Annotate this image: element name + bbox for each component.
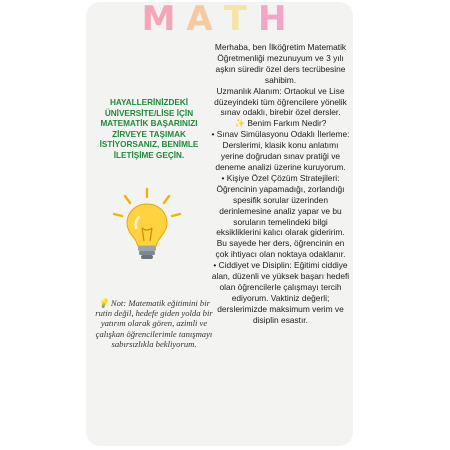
title-letter: A bbox=[186, 2, 224, 39]
call-to-action-headline: HAYALLERİNİZDEKİ ÜNİVERSİTE/LİSE İÇİN MATEMATİK BAŞARINIZI ZİRVEYE TAŞIMAK İSTİYORSANIZ, BENİMLE İLETİŞİME GEÇİN. bbox=[99, 98, 199, 160]
title-letter: M bbox=[141, 2, 187, 39]
bullet-simulation: • Sınav Simülasyonu Odaklı İlerleme: Derslerimi, klasik konu anlatımı yerine doğrudan sınav pratiği ve deneme analizi üzerine kuruyorum. bbox=[211, 129, 350, 172]
bullet-strategies: • Kişiye Özel Çözüm Stratejileri: Öğrencinin yapamadığı, zorlandığı spesifik sorular üzerinden derinlemesine analiz yapar ve bu soruların temelindeki bilgi eksikliklerini kalıcı olarak gideririm. Bu sayede her ders, öğrencinin en çok ihtiyacı olan noktaya odaklanır. bbox=[215, 172, 346, 260]
difference-heading: ✨ Benim Farkım Nedir? bbox=[234, 118, 327, 129]
lightbulb-icon bbox=[106, 184, 188, 266]
page-title bbox=[86, 2, 353, 38]
description-column bbox=[210, 42, 351, 326]
intro-paragraph: Merhaba, ben İlköğretim Matematik Öğretmenliği mezunuyum ve 3 yılı aşkın süredir özel ders tecrübesine sahibim. bbox=[214, 42, 347, 85]
profile-card bbox=[86, 2, 353, 446]
title-letter: H bbox=[257, 2, 298, 39]
bullet-discipline: • Ciddiyet ve Disiplin: Eğitimi ciddiye alan, düzenli ve yüksek başarı hedefi olan öğrencilerle çalışmayı tercih ediyorum. Vaktiniz değerli; derslerimizde maksimum verim ve disiplin esastır. bbox=[211, 260, 350, 325]
note-text: 💡 Not: Matematik eğitimini bir rutin değil, hedefe giden yolda bir yatırım olarak gören, azimli ve çalışkan öğrencilerimle tanışmayı sabırsızlıkla bekliyorum. bbox=[95, 298, 213, 349]
expertise-paragraph: Uzmanlık Alanım: Ortaokul ve Lise düzeyindeki tüm öğrencilere yönelik sınav odaklı, birebir özel dersler. bbox=[214, 85, 347, 118]
title-letter: T bbox=[223, 2, 258, 39]
